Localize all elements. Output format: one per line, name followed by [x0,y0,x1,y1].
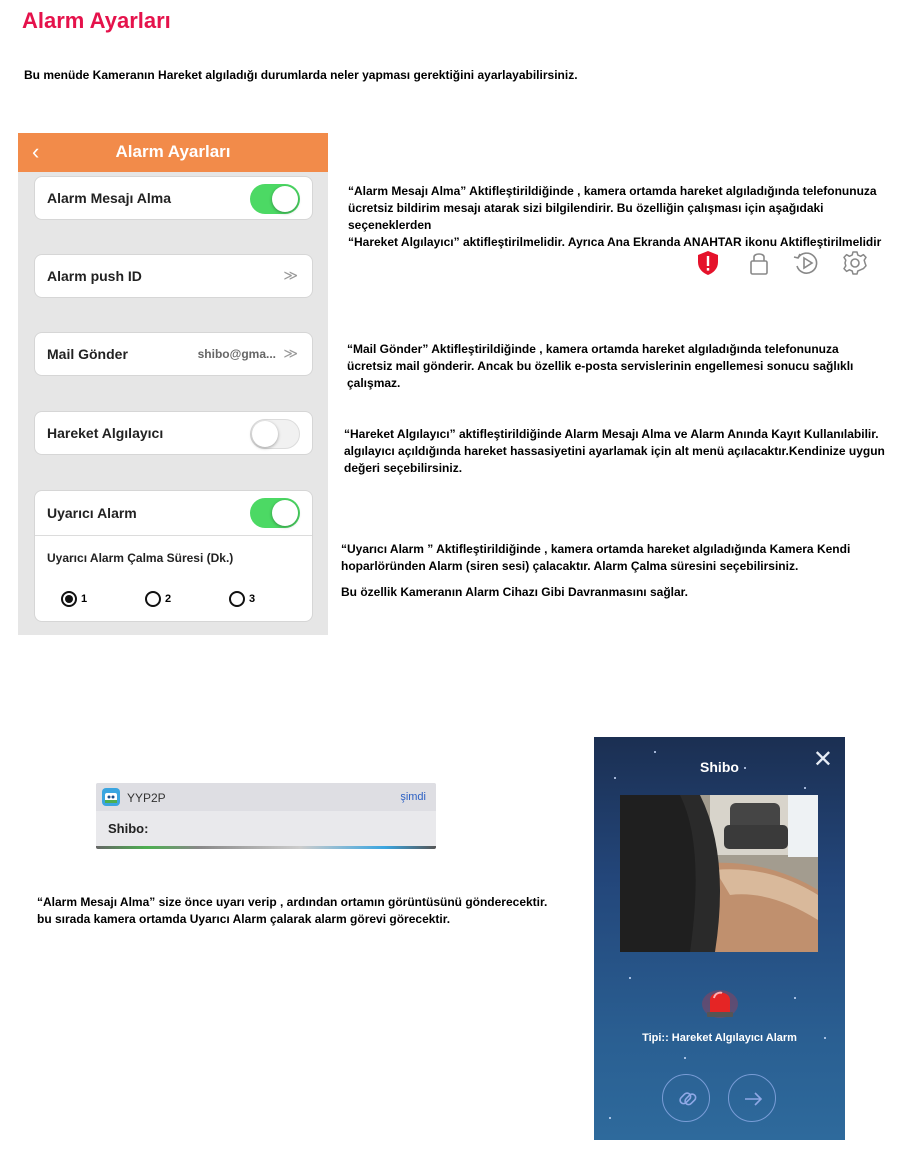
motion-detector-toggle[interactable] [250,419,300,449]
open-button[interactable] [728,1074,776,1122]
alarm-settings-screenshot [18,133,328,635]
siren-duration-label: Uyarıcı Alarm Çalma Süresi (Dk.) [47,551,234,565]
duration-option-label: 1 [81,593,88,605]
motion-detector-row[interactable] [34,411,313,455]
app-icon [102,788,120,806]
background-strip [96,846,436,849]
duration-option-1[interactable] [61,591,87,607]
duration-option-label: 3 [249,593,256,605]
alarm-message-row[interactable] [34,176,313,220]
radio-selected-icon [61,591,77,607]
bottom-note: “Alarm Mesajı Alma” size önce uyarı verip , ardından ortamın görüntüsünü gönderecektir. bu sırada kamera ortamda Uyarıcı Alarm çalarak alarm görevi görecektir. [37,895,548,926]
siren-label: Uyarıcı Alarm [47,505,137,521]
divider [35,535,312,536]
popup-title: Shibo [700,759,739,775]
siren-icon [700,982,740,1022]
mail-value: shibo@gma... [197,347,276,361]
duration-option-2[interactable] [145,591,171,607]
intro-text: Bu menüde Kameranın Hareket algıladığı durumlarda neler yapması gerektiğini ayarlayabilirsiniz. [24,68,578,82]
settings-gear-icon [842,250,868,276]
push-id-row[interactable] [34,254,313,298]
mail-note: “Mail Gönder” Aktifleştirildiğinde , kamera ortamda hareket algıladığında telefonunuza ücretsiz mail gönderir. Ancak bu özellik e-posta servislerinin engellemesi sonucu sağlıklı çalışmaz. [347,342,854,390]
siren-toggle[interactable] [250,498,300,528]
radio-icon [145,591,161,607]
duration-option-label: 2 [165,593,172,605]
page-title: Alarm Ayarları [22,8,171,33]
alarm-message-label: Alarm Mesajı Alma [47,190,171,206]
notification-body: Shibo: [108,821,149,836]
notification-time: şimdi [400,791,426,803]
link-button[interactable] [662,1074,710,1122]
push-notification[interactable] [96,783,436,849]
siren-card [34,490,313,622]
notification-header [96,783,436,811]
lock-icon [748,250,770,276]
arrow-right-icon [729,1075,777,1123]
alarm-message-toggle[interactable] [250,184,300,214]
close-icon[interactable]: ✕ [812,746,833,773]
settings-title: Alarm Ayarları [115,142,231,161]
mail-row[interactable] [34,332,313,376]
alarm-type-text: Tipi:: Hareket Algılayıcı Alarm [642,1032,797,1044]
push-id-label: Alarm push ID [47,268,142,284]
mail-label: Mail Gönder [47,346,128,362]
alarm-popup [594,737,845,1140]
chevron-right-icon: ≫ [283,267,298,283]
motion-note: “Hareket Algılayıcı” aktifleştirildiğinde Alarm Mesajı Alma ve Alarm Anında Kayıt Kullanılabilir. algılayıcı açıldığında hareket hassasiyetini ayarlamak için alt menü açılacaktır.Kendinize uygun değeri seçebilirsiniz. [344,427,885,475]
camera-snapshot [620,795,818,952]
siren-note: “Uyarıcı Alarm ” Aktifleştirildiğinde , kamera ortamda hareket algıladığında Kamera Kendi hoparlöründen Alarm (siren sesi) çalacaktır. Alarm Çalma süresini seçebilirsiniz. Bu özellik Kameranın Alarm Cihazı Gibi Davranmasını sağlar. [341,542,851,599]
back-icon[interactable]: ‹ [32,139,40,164]
playback-icon [792,250,820,276]
main-screen-icons [696,250,872,276]
chevron-right-icon: ≫ [283,345,298,361]
motion-detector-label: Hareket Algılayıcı [47,425,164,441]
duration-option-3[interactable] [229,591,255,607]
link-icon [663,1075,711,1123]
alarm-message-note: “Alarm Mesajı Alma” Aktifleştirildiğinde , kamera ortamda hareket algıladığında telefonunuza ücretsiz bildirim mesajı atarak sizi bilgilendirir. Bu özelliğin çalışması için aşağıdaki seçeneklerden “Hareket Algılayıcı” aktifleştirilmelidir. Ayrıca Ana Ekranda ANAHTAR ikonu Aktifleştirilmelidir [348,184,882,249]
radio-icon [229,591,245,607]
app-name: YYP2P [127,791,166,805]
settings-header [18,133,328,172]
shield-alert-icon [696,250,720,276]
